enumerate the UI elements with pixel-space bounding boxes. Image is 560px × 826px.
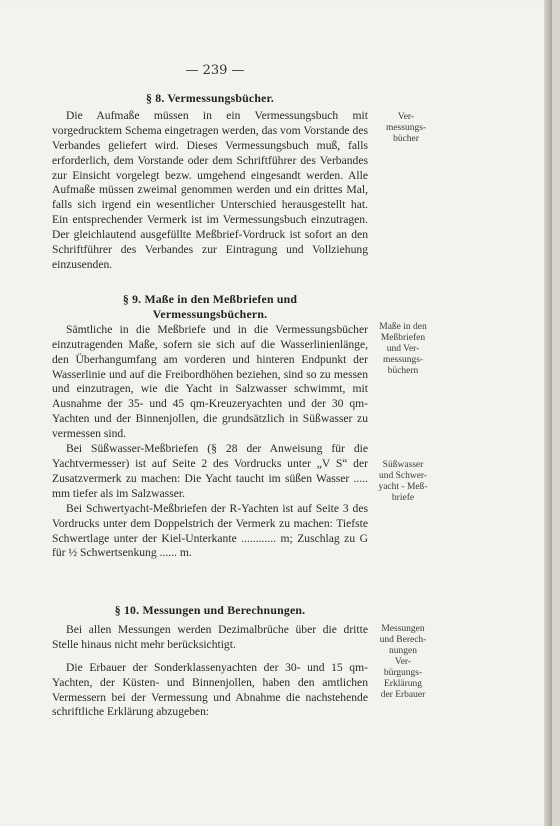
page-number: — 239 — [185,63,245,78]
paragraph: Bei allen Messungen werden Dezimalbrüche über die dritte Stelle hinaus nicht mehr berücksichtigt. [52,622,368,651]
paragraph: Bei Süßwasser-Meßbriefen (§ 28 der Anweisung für die Yachtvermesser) ist auf Seite 2 des Vordrucks unter „V S“ der Zusatzvermerk zu machen: Die Yacht taucht im süßen Wasser ..... mm tiefer als im Salzwasser. [52,442,368,500]
margin-note: Messungen und Berech- nungen Ver- bürgungs- Erklärung der Erbauer [379,624,427,700]
page-edge [544,0,552,826]
section-heading: § 10. Messungen und Berechnungen. [114,603,306,617]
section-heading: § 8. Vermessungsbücher. [145,91,275,105]
margin-note: Ver- messungs- bücher [385,112,427,144]
margin-note: Süßwasser und Schwer- yacht - Meß- briefe [378,460,428,503]
section-9 [52,292,368,561]
paragraph: Bei Schwertyacht-Meßbriefen der R-Yachten ist auf Seite 3 des Vordrucks unter dem Doppelstrich der Vermerk zu machen: Tiefste Schwertlage unter der Kiel-Unterkante ............ m; Zuschlag zu G für ½ Schwertsenkung ...... m. [52,501,368,560]
paragraph: Die Erbauer der Sonderklassenyachten der 30- und 15 qm-Yachten, der Küsten- und Binnenjollen, haben den amtlichen Vermessern bei der Vermessung und Abnahme die nachstehende schriftliche Erklärung abzugeben: [52,660,368,719]
paragraph: Sämtliche in die Meßbriefe und in die Vermessungsbücher einzutragenden Maße, sofern sie sich auf die Wasserlinienlänge, den Überhangumfang am vorderen und hinteren Endpunkt der Wasserlinie und auf die Freibordhöhen beziehen, sind so zu messen und einzutragen, wie die Yacht in Salzwasser schwimmt, mit Ausnahme der 35- und 45 qm-Kreuzeryachten und der 30 qm-Yachten und der Binnenjollen, die grundsätzlich in Süßwasser zu vermessen sind. [52,322,368,441]
margin-note: Maße in den Meßbriefen und Ver- messungs- büchern [379,322,427,376]
section-heading: § 9. Maße in den Meßbriefen und Vermessungsbüchern. [122,292,298,321]
section-10 [52,603,368,720]
paragraph: Die Aufmaße müssen in ein Vermessungsbuch mit vorgedrucktem Schema eingetragen werden, das vom Vorstande des Verbandes geliefert wird. Dieses Vermessungsbuch muß, falls erforderlich, dem Vorstande oder dem Schriftführer des Verbandes zur Einsicht vorgelegt bezw. umgehend eingesandt werden. Alle Aufmaße müssen zweimal genommen werden und ein drittes Mal, falls sich irgend ein wesentlicher Unterschied herausgestellt hat. Ein entsprechender Vermerk ist im Vermessungsbuch einzutragen. Der gleichlautend ausgefüllte Meßbrief-Vordruck ist sofort an den Schriftführer des Verbandes zur Eintragung und Vollziehung einzusenden. [52,108,368,271]
section-8 [52,91,368,273]
